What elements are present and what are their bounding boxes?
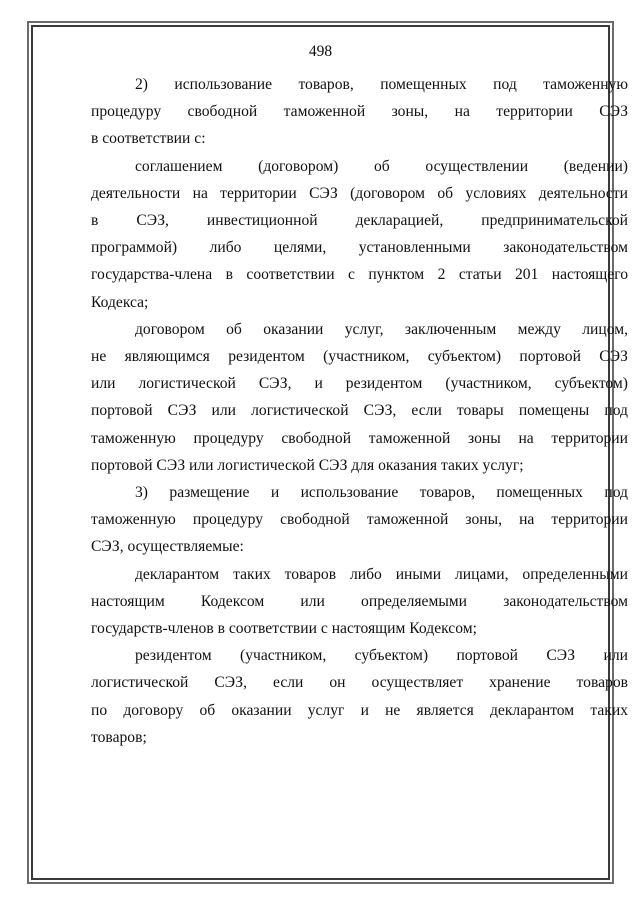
document-page — [31, 25, 628, 880]
text-line: договором об оказании услуг, заключенным между лицом, — [135, 320, 628, 338]
text-line: в СЭЗ, инвестиционной декларацией, предпринимательской — [91, 212, 628, 230]
paragraph-service-contract — [91, 316, 628, 479]
text-line: товаров; — [91, 728, 147, 746]
paragraph-declarant — [91, 561, 628, 643]
text-line: декларантом таких товаров либо иными лицами, определенными — [135, 565, 628, 583]
paragraph-item-3 — [91, 479, 628, 561]
text-line: таможенную процедуру свободной таможенной зоны на территории — [91, 429, 628, 447]
text-line: или логистической СЭЗ, и резидентом (участником, субъектом) — [91, 375, 628, 393]
text-line: портовой СЭЗ или логистической СЭЗ для оказания таких услуг; — [91, 456, 524, 474]
text-line: таможенную процедуру свободной таможенной зоны, на территории — [91, 511, 628, 529]
paragraph-resident — [91, 642, 628, 751]
text-line: логистической СЭЗ, если он осуществляет хранение товаров — [91, 674, 628, 692]
text-line: 2) использование товаров, помещенных под таможенную — [135, 76, 628, 93]
text-line: 3) размещение и использование товаров, помещенных под — [135, 484, 628, 502]
text-line: не являющимся резидентом (участником, субъектом) портовой СЭЗ — [91, 348, 628, 366]
text-line: государств-членов в соответствии с настоящим Кодексом; — [91, 620, 477, 638]
paragraph-agreement — [91, 153, 628, 316]
page-number: 498 — [308, 43, 333, 60]
text-line: соглашением (договором) об осуществлении (ведении) — [135, 157, 628, 175]
text-line: программой) либо целями, установленными законодательством — [91, 239, 628, 257]
text-line: в соответствии с: — [91, 130, 206, 148]
text-line: государства-члена в соответствии с пунктом 2 статьи 201 настоящего — [91, 266, 628, 284]
text-line: портовой СЭЗ или логистической СЭЗ, если товары помещены под — [91, 402, 628, 420]
text-line: процедуру свободной таможенной зоны, на территории СЭЗ — [91, 103, 628, 121]
text-line: СЭЗ, осуществляемые: — [91, 538, 244, 556]
text-line: Кодекса; — [91, 293, 149, 311]
paragraph-item-2 — [91, 71, 628, 153]
text-line: по договору об оказании услуг и не является декларантом таких — [91, 701, 628, 719]
text-line: резидентом (участником, субъектом) портовой СЭЗ или — [135, 647, 628, 665]
text-line: настоящим Кодексом или определяемыми законодательством — [91, 592, 628, 610]
text-line: деятельности на территории СЭЗ (договором об условиях деятельности — [91, 184, 628, 202]
document-body — [91, 71, 628, 751]
